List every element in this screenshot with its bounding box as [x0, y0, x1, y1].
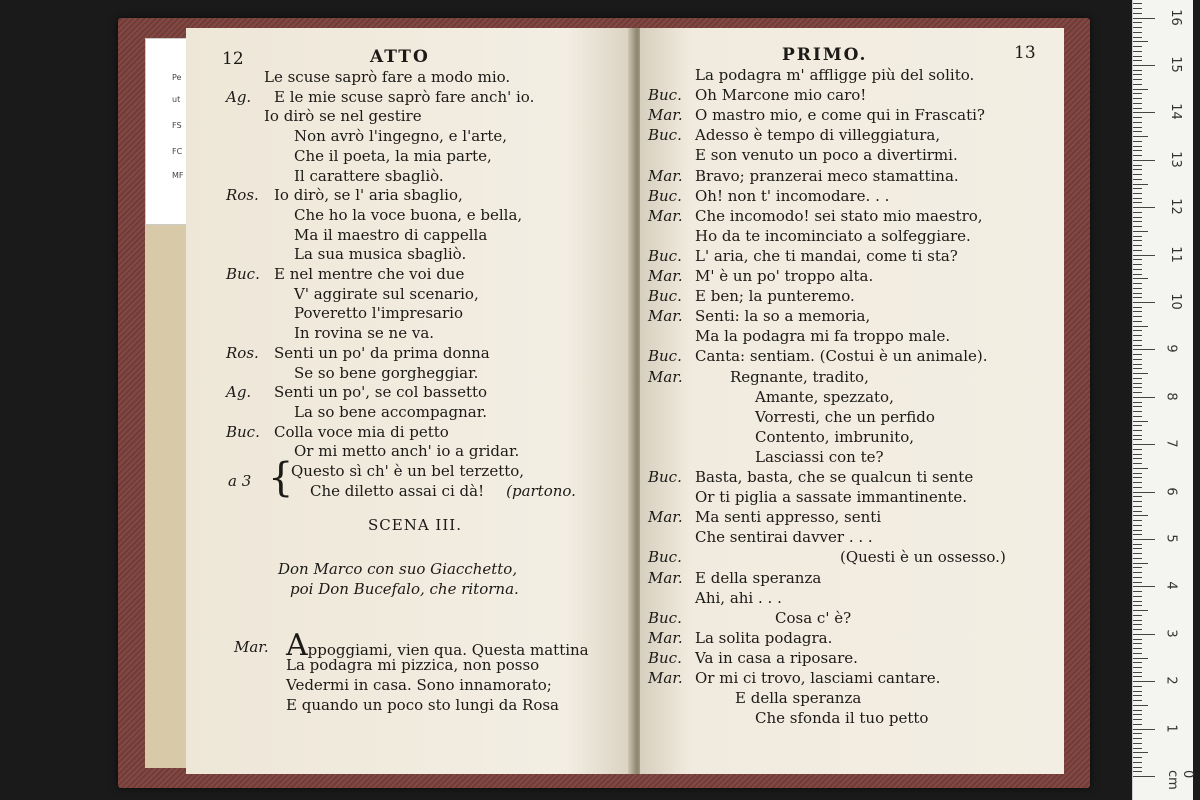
ruler-tick [1133, 340, 1142, 341]
ruler-tick [1133, 714, 1142, 715]
ruler-tick [1133, 634, 1155, 635]
ruler-tick [1133, 131, 1142, 132]
verse-line: Canta: sentiam. (Costui è un animale). [695, 347, 988, 366]
ruler-tick [1133, 169, 1142, 170]
ruler-tick [1133, 368, 1142, 369]
ruler-tick [1133, 743, 1142, 744]
verse-line: In rovina se ne va. [294, 324, 435, 343]
ruler-tick [1133, 70, 1142, 71]
speaker-label: Mar. [648, 106, 683, 125]
ruler-tick [1133, 525, 1142, 526]
speaker-label: Buc. [648, 608, 682, 627]
verse-line: Appoggiami, vien qua. Questa mattina [286, 628, 589, 663]
verse-line: Il carattere sbagliò. [294, 166, 444, 185]
ruler-tick [1133, 748, 1142, 749]
ruler-tick [1133, 354, 1142, 355]
ruler-tick [1133, 705, 1148, 706]
ruler-tick [1133, 586, 1155, 587]
ruler-tick [1133, 193, 1142, 194]
ruler-tick [1133, 150, 1142, 151]
verse-line: O mastro mio, e come qui in Frascati? [695, 106, 985, 125]
ruler-tick [1133, 435, 1142, 436]
verse-line: Che sentirai davver . . . [695, 528, 873, 547]
ruler-tick [1133, 430, 1142, 431]
ruler-tick [1133, 74, 1142, 75]
ruler-tick [1133, 321, 1142, 322]
ruler-tick [1133, 387, 1142, 388]
ruler-tick [1133, 378, 1142, 379]
ruler-tick [1133, 620, 1142, 621]
ruler-tick [1133, 65, 1155, 66]
ruler-tick [1133, 700, 1142, 701]
ruler-tick [1133, 307, 1142, 308]
ruler-tick [1133, 421, 1148, 422]
verse-line: Basta, basta, che se qualcun ti sente [695, 468, 974, 486]
verse-line: Adesso è tempo di villeggiatura, [695, 126, 941, 145]
verse-line: Che diletto assai ci dà! (partono. [310, 482, 576, 500]
ruler-tick [1133, 364, 1142, 365]
verse-line: Io dirò, se l' aria sbaglio, [274, 186, 463, 205]
ruler-tick [1133, 288, 1142, 289]
ruler-tick [1133, 231, 1148, 232]
verse-line: Se so bene gorgheggiar. [294, 363, 479, 382]
ruler-tick [1133, 439, 1142, 440]
ruler-tick [1133, 89, 1148, 90]
ruler-tick [1133, 269, 1142, 270]
verse-line: Bravo; pranzerai meco stamattina. [695, 166, 959, 185]
ruler-label: 9 [1163, 344, 1179, 354]
stage-direction: poi Don Bucefalo, che ritorna. [290, 580, 519, 598]
ruler-tick [1133, 615, 1142, 616]
ruler-tick [1133, 212, 1142, 213]
ruler-tick [1133, 506, 1142, 507]
verse-line: Ma il maestro di cappella [294, 225, 488, 244]
speaker-label: Ros. [226, 343, 259, 362]
ruler-tick [1133, 406, 1142, 407]
ruler-tick [1133, 738, 1142, 739]
ruler-tick [1133, 776, 1155, 777]
ruler-tick [1133, 240, 1142, 241]
ruler-label: 14 [1167, 103, 1183, 121]
speaker-label: Mar. [648, 307, 683, 326]
ruler-label: 0 cm [1165, 770, 1195, 790]
verse-line: La solita podagra. [695, 628, 833, 647]
ruler-tick [1133, 32, 1142, 33]
speaker-label: Mar. [648, 267, 683, 285]
ruler-tick [1133, 582, 1142, 583]
ruler-label: 7 [1163, 439, 1179, 448]
ruler-tick [1133, 37, 1142, 38]
ruler-tick [1133, 757, 1142, 758]
speaker-label: Mar. [648, 508, 683, 527]
verse-line: M' è un po' troppo alta. [695, 267, 874, 285]
speaker-label: Buc. [648, 648, 682, 667]
ruler-tick [1133, 729, 1155, 730]
ruler-tick [1133, 136, 1148, 137]
ruler-tick [1133, 762, 1142, 763]
verse-line: L' aria, che ti mandai, come ti sta? [695, 246, 958, 265]
ruler-label: 1 [1163, 723, 1179, 733]
ruler-tick [1133, 56, 1142, 57]
ruler-tick [1133, 383, 1142, 384]
verse-line: La so bene accompagnar. [294, 402, 487, 421]
ruler-tick [1133, 8, 1142, 9]
ruler-tick [1133, 691, 1142, 692]
ruler-tick [1133, 624, 1142, 625]
right-page [640, 28, 1064, 774]
ruler-tick [1133, 283, 1142, 284]
ruler-tick [1133, 349, 1155, 350]
ruler-tick [1133, 425, 1142, 426]
ruler-tick [1133, 335, 1142, 336]
ruler-tick [1133, 278, 1148, 279]
ruler-tick [1133, 98, 1142, 99]
ruler-tick [1133, 51, 1142, 52]
ruler-tick [1133, 591, 1142, 592]
ruler-tick [1133, 724, 1142, 725]
ruler-tick [1133, 146, 1142, 147]
verse-line: Va in casa a riposare. [695, 648, 858, 667]
ruler-tick [1133, 534, 1142, 535]
verse-line: Contento, imbrunito, [755, 427, 915, 446]
ruler-label: 6 [1163, 486, 1179, 496]
ruler-tick [1133, 676, 1142, 677]
verse-line: Che sfonda il tuo petto [755, 709, 929, 728]
speaker-label: Mar. [648, 206, 683, 225]
ruler-label: 13 [1167, 151, 1183, 168]
ruler-tick [1133, 444, 1155, 445]
ruler-tick [1133, 629, 1142, 630]
slip-text: Pe [172, 73, 182, 82]
ruler-tick [1133, 141, 1142, 142]
verse-line: Ma la podagra mi fa troppo male. [695, 327, 951, 346]
page-number: 12 [222, 49, 244, 69]
ruler-label: 15 [1167, 56, 1183, 73]
ruler-tick [1133, 202, 1142, 203]
ruler-tick [1133, 558, 1142, 559]
ruler-label: 3 [1163, 629, 1179, 638]
verse-line: Che incomodo! sei stato mio maestro, [695, 206, 983, 225]
ruler-tick [1133, 463, 1142, 464]
ruler-tick [1133, 544, 1142, 545]
ruler-tick [1133, 188, 1142, 189]
verse-line: Io dirò se nel gestire [264, 107, 422, 126]
verse-line: E son venuto un poco a divertirmi. [695, 146, 958, 165]
ruler-tick [1133, 103, 1142, 104]
ruler-tick [1133, 752, 1148, 753]
ruler-tick [1133, 259, 1142, 260]
verse-line: Vorresti, che un perfido [755, 407, 935, 426]
ruler-tick [1133, 667, 1142, 668]
verse-line: Or mi metto anch' io a gridar. [294, 442, 520, 461]
verse-line: Le scuse saprò fare a modo mio. [264, 68, 511, 86]
ruler-tick [1133, 672, 1142, 673]
speaker-label: Ag. [226, 87, 252, 106]
ruler-tick [1133, 255, 1155, 256]
speaker-label: Mar. [648, 568, 683, 587]
ruler-tick [1133, 658, 1148, 659]
ruler-tick [1133, 274, 1142, 275]
speaker-label: Buc. [226, 265, 260, 283]
ruler-tick [1133, 127, 1142, 128]
verse-line: Ahi, ahi . . . [695, 588, 782, 607]
ruler-tick [1133, 449, 1142, 450]
verse-line: Regnante, tradito, [730, 367, 869, 386]
ruler-tick [1133, 601, 1142, 602]
ruler-label: 12 [1167, 198, 1183, 215]
ruler-tick [1133, 155, 1142, 156]
ruler-tick [1133, 482, 1142, 483]
ruler-tick [1133, 643, 1142, 644]
ruler-tick [1133, 515, 1148, 516]
verse-line: Vedermi in casa. Sono innamorato; [286, 676, 552, 694]
ruler-tick [1133, 605, 1142, 606]
ruler-tick [1133, 567, 1142, 568]
ruler-tick [1133, 330, 1142, 331]
ruler-label: 4 [1163, 581, 1179, 591]
verse-line: E quando un poco sto lungi da Rosa [286, 696, 559, 714]
verse-line: Or ti piglia a sassate immantinente. [695, 488, 968, 507]
ensemble-label: a 3 [228, 472, 252, 490]
slip-text: FS [172, 121, 182, 130]
ruler-tick [1133, 686, 1142, 687]
ruler-tick [1133, 236, 1142, 237]
verse-line: La podagra m' affligge più del solito. [695, 66, 975, 84]
verse-line: E ben; la punteremo. [695, 287, 855, 306]
slip-text: MF [172, 171, 184, 180]
ruler-tick [1133, 345, 1142, 346]
ruler-tick [1133, 359, 1142, 360]
ruler-label: 11 [1167, 245, 1183, 263]
scene-heading: SCENA III. [368, 516, 462, 534]
ruler-tick [1133, 681, 1155, 682]
speaker-label: Ag. [226, 383, 252, 402]
page-number: 13 [1014, 43, 1036, 63]
verse-line: Lasciassi con te? [755, 447, 884, 466]
verse-line: E nel mentre che voi due [274, 265, 465, 283]
verse-line: Non avrò l'ingegno, e l'arte, [294, 127, 508, 146]
ruler-tick [1133, 326, 1148, 327]
ruler-label: 10 [1167, 293, 1183, 310]
speaker-label: Mar. [648, 166, 683, 185]
ruler-tick [1133, 60, 1142, 61]
speaker-label: Buc. [648, 287, 682, 306]
ruler-tick [1133, 41, 1148, 42]
ruler-tick [1133, 311, 1142, 312]
verse-line: Poveretto l'impresario [294, 304, 463, 323]
ruler-tick [1133, 719, 1142, 720]
verse-line: La sua musica sbagliò. [294, 245, 467, 264]
speaker-label: Mar. [648, 367, 683, 386]
speaker-label: Mar. [648, 628, 683, 647]
ruler-tick [1133, 245, 1142, 246]
ruler-tick [1133, 596, 1142, 597]
ruler-tick [1133, 184, 1148, 185]
ruler-tick [1133, 46, 1142, 47]
ruler-tick [1133, 520, 1142, 521]
ruler-tick [1133, 548, 1142, 549]
slip-text: FC [172, 147, 183, 156]
speaker-label: Buc. [648, 86, 682, 105]
ruler-tick [1133, 454, 1142, 455]
ruler-tick [1133, 226, 1142, 227]
ruler-tick [1133, 93, 1142, 94]
ruler-tick [1133, 117, 1142, 118]
ruler-tick [1133, 416, 1142, 417]
verse-line: Colla voce mia di petto [274, 422, 449, 441]
ruler-tick [1133, 402, 1142, 403]
ruler-tick [1133, 13, 1142, 14]
ruler-tick [1133, 577, 1142, 578]
speaker-label: Buc. [648, 548, 682, 567]
ruler-tick [1133, 207, 1155, 208]
ruler-tick [1133, 3, 1142, 4]
ruler-tick [1133, 293, 1142, 294]
speaker-label: Buc. [648, 468, 682, 486]
ruler-tick [1133, 297, 1142, 298]
verse-line: E della speranza [735, 689, 862, 708]
verse-line: E le mie scuse saprò fare anch' io. [274, 87, 535, 106]
speaker-label: Buc. [226, 422, 260, 441]
ruler-tick [1133, 108, 1142, 109]
verse-line: V' aggirate sul scenario, [294, 284, 479, 303]
ruler-tick [1133, 639, 1142, 640]
speaker-label: Buc. [648, 246, 682, 265]
ruler-tick [1133, 122, 1142, 123]
ruler-tick [1133, 27, 1142, 28]
ruler-tick [1133, 473, 1142, 474]
left-page [186, 28, 633, 774]
ruler-tick [1133, 468, 1148, 469]
ruler-tick [1133, 710, 1142, 711]
verse-line: E della speranza [695, 568, 822, 587]
ruler-label: 16 [1167, 8, 1183, 26]
ruler-tick [1133, 648, 1142, 649]
verse-line: Senti un po' da prima donna [274, 343, 490, 362]
brace: { [268, 455, 294, 501]
ruler-tick [1133, 84, 1142, 85]
verse-line: Che il poeta, la mia parte, [294, 146, 492, 165]
ruler-tick [1133, 302, 1155, 303]
ruler-tick [1133, 458, 1142, 459]
ruler-tick [1133, 487, 1142, 488]
ruler-tick [1133, 610, 1148, 611]
ruler-label: 5 [1163, 534, 1179, 543]
speaker-label: Mar. [648, 669, 683, 687]
ruler-tick [1133, 160, 1155, 161]
ruler-tick [1133, 653, 1142, 654]
ruler-tick [1133, 174, 1142, 175]
verse-line: Oh! non t' incomodare. . . [695, 186, 890, 205]
ruler-label: 2 [1163, 676, 1179, 685]
ruler-tick [1133, 563, 1148, 564]
ruler-tick [1133, 221, 1142, 222]
verse-line: Cosa c' è? [775, 608, 852, 627]
verse-line: (Questi è un ossesso.) [840, 548, 1006, 567]
ruler-tick [1133, 539, 1155, 540]
ruler-tick [1133, 501, 1142, 502]
verse-line: Oh Marcone mio caro! [695, 86, 867, 105]
ruler-tick [1133, 79, 1142, 80]
ruler-tick [1133, 511, 1142, 512]
speaker-label: Buc. [648, 347, 682, 366]
verse-line: Ma senti appresso, senti [695, 508, 882, 527]
verse-line: La podagra mi pizzica, non posso [286, 656, 540, 674]
ruler-label: 8 [1163, 392, 1179, 401]
ruler-tick [1133, 733, 1142, 734]
ruler-tick [1133, 198, 1142, 199]
running-header: PRIMO. [782, 45, 868, 65]
running-header: ATTO [370, 47, 430, 67]
speaker-label: Buc. [648, 126, 682, 145]
ruler-tick [1133, 572, 1142, 573]
ruler-tick [1133, 496, 1142, 497]
ruler-tick [1133, 165, 1142, 166]
ruler-tick [1133, 217, 1142, 218]
ruler-tick [1133, 22, 1142, 23]
ruler-tick [1133, 411, 1142, 412]
verse-line: Questo sì ch' è un bel terzetto, [291, 462, 525, 480]
ruler-tick [1133, 397, 1155, 398]
verse-line: Amante, spezzato, [755, 387, 894, 406]
ruler-tick [1133, 695, 1142, 696]
ruler-tick [1133, 112, 1155, 113]
verse-line: Ho da te incominciato a solfeggiare. [695, 226, 971, 245]
ruler-tick [1133, 553, 1142, 554]
ruler-tick [1133, 392, 1142, 393]
ruler-tick [1133, 316, 1142, 317]
measuring-ruler [1132, 0, 1193, 800]
ruler-tick [1133, 477, 1142, 478]
ruler-tick [1133, 373, 1148, 374]
verse-line: Senti: la so a memoria, [695, 307, 871, 326]
ruler-tick [1133, 530, 1142, 531]
verse-line: Che ho la voce buona, e bella, [294, 205, 523, 224]
speaker-label: Buc. [648, 186, 682, 205]
ruler-tick [1133, 662, 1142, 663]
verse-line: Senti un po', se col bassetto [274, 383, 488, 402]
verse-line: Or mi ci trovo, lasciami cantare. [695, 669, 941, 687]
ruler-tick [1133, 18, 1155, 19]
ruler-tick [1133, 264, 1142, 265]
ruler-tick [1133, 767, 1142, 768]
ruler-tick [1133, 492, 1155, 493]
ruler-tick [1133, 250, 1142, 251]
speaker-label: Ros. [226, 186, 259, 205]
stage-direction: Don Marco con suo Giacchetto, [278, 560, 518, 578]
ruler-tick [1133, 771, 1142, 772]
speaker-label: Mar. [234, 638, 269, 656]
slip-text: ut [172, 95, 181, 104]
ruler-tick [1133, 179, 1142, 180]
